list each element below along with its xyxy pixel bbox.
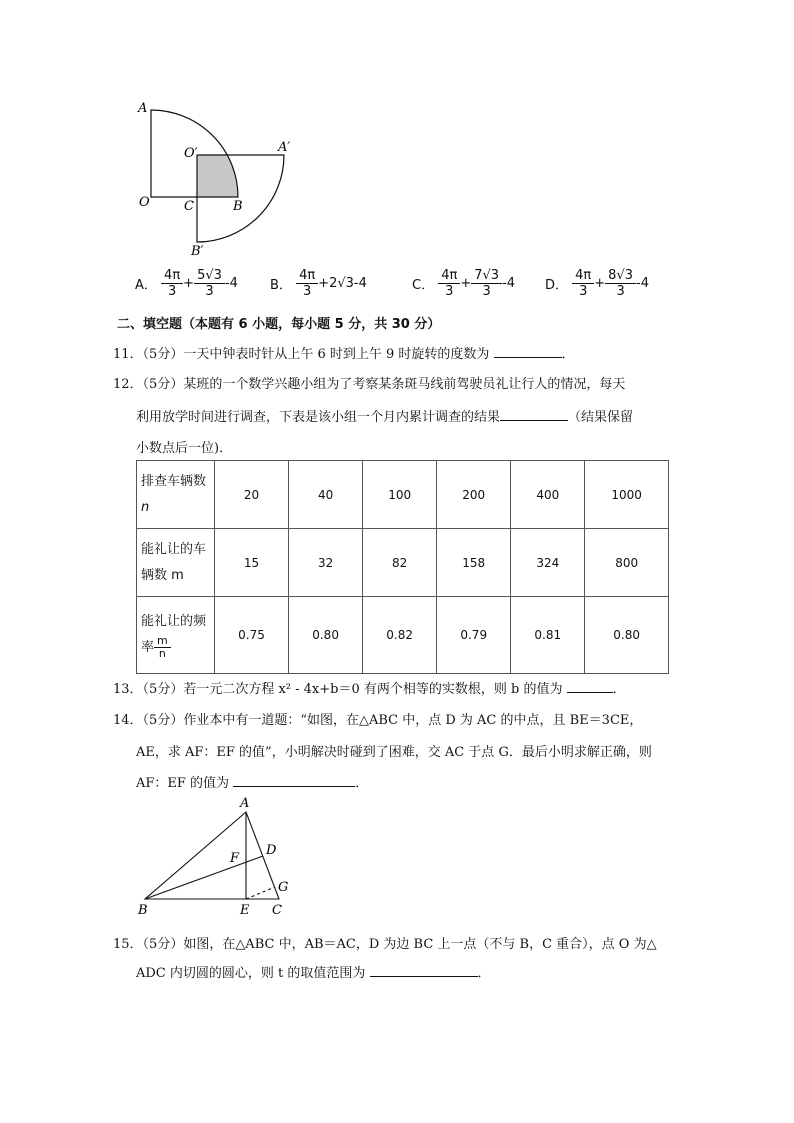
table-cell: 82 (363, 529, 437, 597)
label-G: G (278, 880, 289, 895)
question-12-line3: 小数点后一位)． (136, 441, 233, 456)
table-cell: 0.81 (511, 597, 585, 674)
quarter-circle-rotation-figure (0, 0, 794, 320)
table-cell: 0.80 (585, 597, 669, 674)
fraction: $\frac{4\pi}{3}$ (161, 268, 183, 299)
table-cell: 0.79 (437, 597, 511, 674)
segment-BD (145, 856, 263, 899)
period: ． (355, 776, 369, 791)
question-11 (113, 343, 575, 362)
period: ． (612, 682, 626, 697)
shaded-region (197, 155, 238, 197)
table-row (137, 529, 669, 597)
fraction: $\frac{5√3}{3}$ (194, 268, 225, 299)
label-B: B (233, 199, 243, 214)
table-row (137, 597, 669, 674)
row-header: 能礼让的车 辆数 m (137, 529, 215, 597)
answer-blank[interactable] (370, 964, 478, 977)
table-cell: 32 (289, 529, 363, 597)
fraction: $\frac{4\pi}{3}$ (296, 268, 318, 299)
label-C: C (184, 199, 194, 214)
option-a[interactable] (135, 268, 238, 299)
survey-table (136, 460, 669, 674)
table-cell: 15 (215, 529, 289, 597)
table-cell: 800 (585, 529, 669, 597)
plus-sign: + (183, 276, 195, 291)
option-letter: D． (545, 278, 569, 293)
table-cell: 0.82 (363, 597, 437, 674)
option-letter: B． (270, 278, 292, 293)
label-B: B (138, 903, 148, 918)
question-15-line1: 15．（5分）如图，在△ABC 中，AB＝AC，D 为边 BC 上一点（不与 B，C 重合），点 O 为△ (113, 937, 657, 952)
question-14-line1: 14．（5分）作业本中有一道题：“如图，在△ABC 中，点 D 为 AC 的中点，且 BE＝3CE， (113, 713, 643, 728)
label-C: C (272, 903, 282, 918)
option-d[interactable] (545, 268, 649, 299)
constant: -4 (353, 276, 367, 291)
plus-sign: + (594, 276, 606, 291)
label-A: A (240, 796, 250, 811)
fraction: $\frac{4\pi}{3}$ (572, 268, 594, 299)
constant: -4 (636, 276, 649, 291)
radical-term: +2√3 (318, 276, 354, 291)
constant: -4 (502, 276, 516, 291)
question-14-line3 (136, 772, 368, 791)
table-cell: 20 (215, 461, 289, 529)
section-title: 二、填空题（本题有 6 小题，每小题 5 分，共 30 分） (117, 317, 441, 332)
option-c[interactable] (412, 268, 515, 299)
label-O: O (139, 195, 150, 210)
question-text: ADC 内切圆的圆心，则 t 的取值范围为 (136, 966, 370, 981)
question-15-line2 (136, 962, 491, 981)
option-letter: C． (412, 278, 435, 293)
question-text: 11．（5分）一天中钟表时针从上午 6 时到上午 9 时旋转的度数为 (113, 347, 494, 362)
row-header: 能礼让的频 率 $\frac{m}{n}$ (137, 597, 215, 674)
triangle-ABC (145, 812, 279, 899)
question-text: 13．（5分）若一元二次方程 x² - 4x+b＝0 有两个相等的实数根，则 b 的值为 (113, 682, 567, 697)
answer-blank[interactable] (494, 345, 562, 358)
table-cell: 400 (511, 461, 585, 529)
question-text: 利用放学时间进行调查，下表是该小组一个月内累计调查的结果 (136, 410, 501, 425)
table-cell: 40 (289, 461, 363, 529)
constant: -4 (224, 276, 238, 291)
question-text: （结果保留 (568, 410, 634, 425)
label-F: F (230, 851, 240, 866)
question-text: AF：EF 的值为 (136, 776, 234, 791)
label-B-prime: B′ (191, 244, 204, 259)
table-cell: 324 (511, 529, 585, 597)
period: ． (561, 347, 575, 362)
fraction: $\frac{7√3}{3}$ (471, 268, 502, 299)
fraction: $\frac{8√3}{3}$ (605, 268, 636, 299)
option-letter: A． (135, 278, 157, 293)
question-14-line2: AE，求 AF：EF 的值”，小明解决时碰到了困难，交 AC 于点 G．最后小明求解正确，则 (136, 745, 652, 760)
table-cell: 100 (363, 461, 437, 529)
period: ． (477, 966, 491, 981)
question-13 (113, 678, 626, 697)
triangle-figure (0, 790, 400, 920)
table-cell: 0.75 (215, 597, 289, 674)
answer-blank[interactable] (500, 408, 568, 421)
table-row (137, 461, 669, 529)
question-12-line1: 12．（5分）某班的一个数学兴趣小组为了考察某条斑马线前驾驶员礼让行人的情况，每天 (113, 377, 626, 392)
segment-EG-dashed (246, 887, 275, 899)
answer-blank[interactable] (567, 680, 613, 693)
label-D: D (266, 843, 277, 858)
row-header: 排查车辆数 n (137, 461, 215, 529)
option-b[interactable] (270, 268, 367, 299)
question-12-line2 (136, 406, 633, 425)
label-A-prime: A′ (278, 140, 291, 155)
table-cell: 158 (437, 529, 511, 597)
label-O-prime: O′ (184, 146, 198, 161)
table-cell: 200 (437, 461, 511, 529)
answer-blank[interactable] (233, 774, 355, 787)
plus-sign: + (460, 276, 472, 291)
label-E: E (240, 903, 250, 918)
fraction: $\frac{4\pi}{3}$ (438, 268, 460, 299)
label-A: A (138, 101, 148, 116)
table-cell: 0.80 (289, 597, 363, 674)
table-cell: 1000 (585, 461, 669, 529)
